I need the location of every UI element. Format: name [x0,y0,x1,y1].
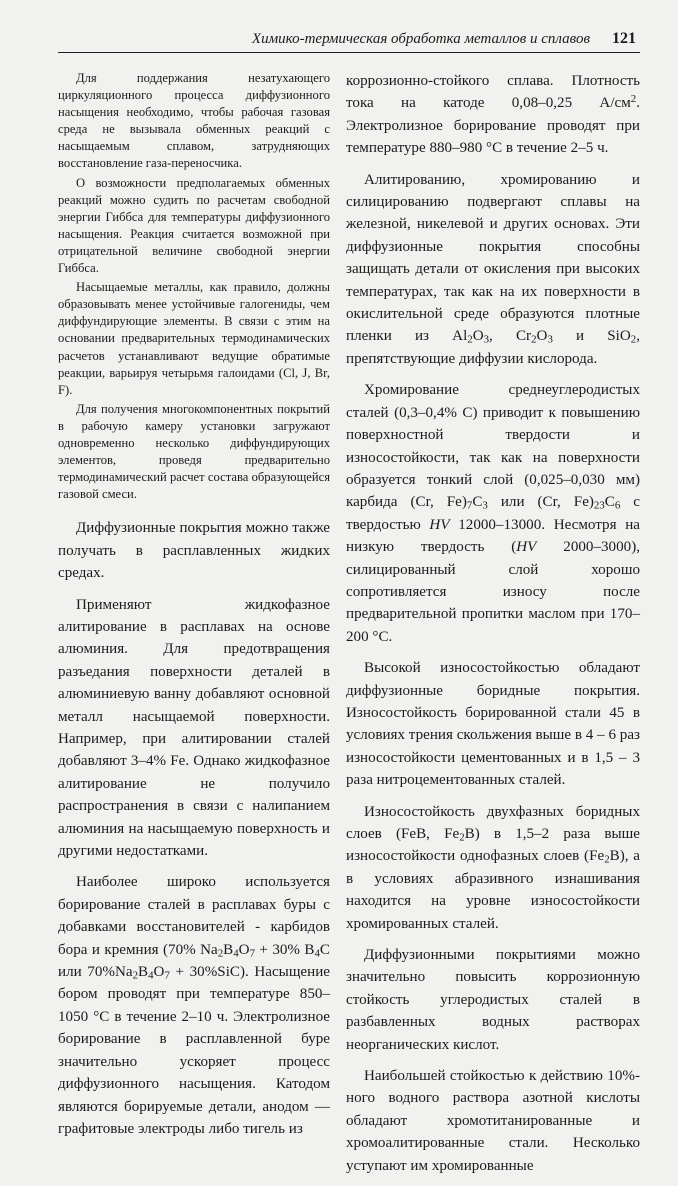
paragraph-boride-wear: Высокой износостойкостью обладают диффузионные боридные покрытия. Износостойкость борированной стали 45 в условиях трения скольжения выше в 4 – 6 раз износостойкости цементованных и в 1,5 – 3 раза нитроцементованных сталей. [346,660,640,789]
paragraph-corrosion: Диффузионными покрытиями можно значительно повысить коррозионную стойкость углеродистых сталей в разбавленных водных растворах неорганических кислот. [346,947,640,1053]
paragraph-nitric-acid: Наибольшей стойкостью к действию 10%-ного водного раствора азотной кислоты обладают хромотитанированные и хромоалитированные стали. Несколько уступают им хромированные [346,1068,640,1174]
running-header [58,26,640,53]
paragraph-aluminizing: Применяют жидкофазное алитирование в расплавах на основе алюминия. Для предотвращения разъедания поверхности деталей в алюминиевую ванну добавляют основной металл насыщаемой поверхности. Например, при алитировании сталей добавляют 3–4% Fe. Однако жидкофазное алитирование не получило распространения в связи с налипанием алюминия на насыщаемую поверхность и другими недостатками. [58,596,330,860]
paragraph-oxidation-protection: Алитированию, хромированию и силицированию подвергают сплавы на железной, никелевой и других основах. Эти диффузионные покрытия способны защищать детали от окисления при высоких температурах, так как на их поверхности в окислительной среде образуются плотные пленки из $Al_2O_3$, $Cr_2O_3$ и SiO$_2$, препятствующие диффузии кислорода. [346,171,640,367]
paragraph-boriding: Наиболее широко используется борирование сталей в расплавах буры с добавками восстановителей - карбидов бора и кремния (70% $Na_2B_4O_7 + 30\%$ $B_4C$ или $70\%Na_2B_4O_7 + 30\%SiC$). Насыщение бором проводят при температуре 850–1050 °C в течение 2–10 ч. Электролизное борирование в расплавленной буре значительно ускоряет процесс диффузионного насыщения. Катодом являются борируемые детали, анодом — графитовые электроды либо тигель из [58,874,330,1137]
paragraph-gibbs: О возможности предполагаемых обменных реакций можно судить по расчетам свободной энергии Гиббса для температуры диффузионного насыщения. Реакция считается возможной при отрицательной величине свободной энергии Гиббса. [58,175,330,276]
paragraph-two-phase: Износостойкость двухфазных боридных слоев (FeB, $Fe_2B$) в 1,5–2 раза выше износостойкости однофазных слоев $(Fe_2B)$, а в условиях абразивного изнашивания находится на уровне износостойкости хромированных сталей. [346,803,640,932]
page-number: 121 [612,30,636,47]
running-title: Химико-термическая обработка металлов и сплавов [251,31,590,47]
paragraph-liquid-media: Диффузионные покрытия можно также получать в расплавленных жидких средах. [58,520,330,582]
paragraph-multicomponent: Для получения многокомпонентных покрытий в рабочую камеру установки загружают одновременно несколько диффундирующих элементов, проведя предварительно термодинамический расчет состава образующейся газовой смеси. [58,401,330,502]
paragraph-current-density: коррозионно-стойкого сплава. Плотность тока на катоде 0,08–0,25 $А/см^2$. Электролизное борирование проводят при температуре 880–980 °C в течение 2–5 ч. [346,73,640,157]
paragraph-circulation: Для поддержания незатухающего циркуляционного процесса диффузионного насыщения необходимо, чтобы рабочая газовая среда не вызывала обменных реакций с насыщаемым сплавом, затрудняющих восстановление газа-переносчика. [58,71,330,171]
paragraph-chromizing: Хромирование среднеуглеродистых сталей (0,3–0,4% C) приводит к повышению поверхностной твердости и износостойкости, так как на поверхности образуется тонкий слой (0,025–0,030 мм) карбида (Cr, $Fe)_7C_3$ или (Cr, $Fe)_{23}C_6$ с твердостью HV 12000–13000. Несмотря на низкую твердость (HV 2000–3000), силицированный слой хорошо сопротивляется износу после предварительной пропитки маслом при 170–200 °C. [346,382,640,645]
left-column [58,70,330,1149]
paragraph-halides: Насыщаемые металлы, как правило, должны образовывать менее устойчивые галогениды, чем диффундирующие элементы. В связи с этим на основании предварительных термодинамических расчетов устанавливают ведущие обратимые реакции, варьируя четырьмя галоидами (Cl, J, Br, F). [58,280,330,397]
right-column [346,70,640,1186]
